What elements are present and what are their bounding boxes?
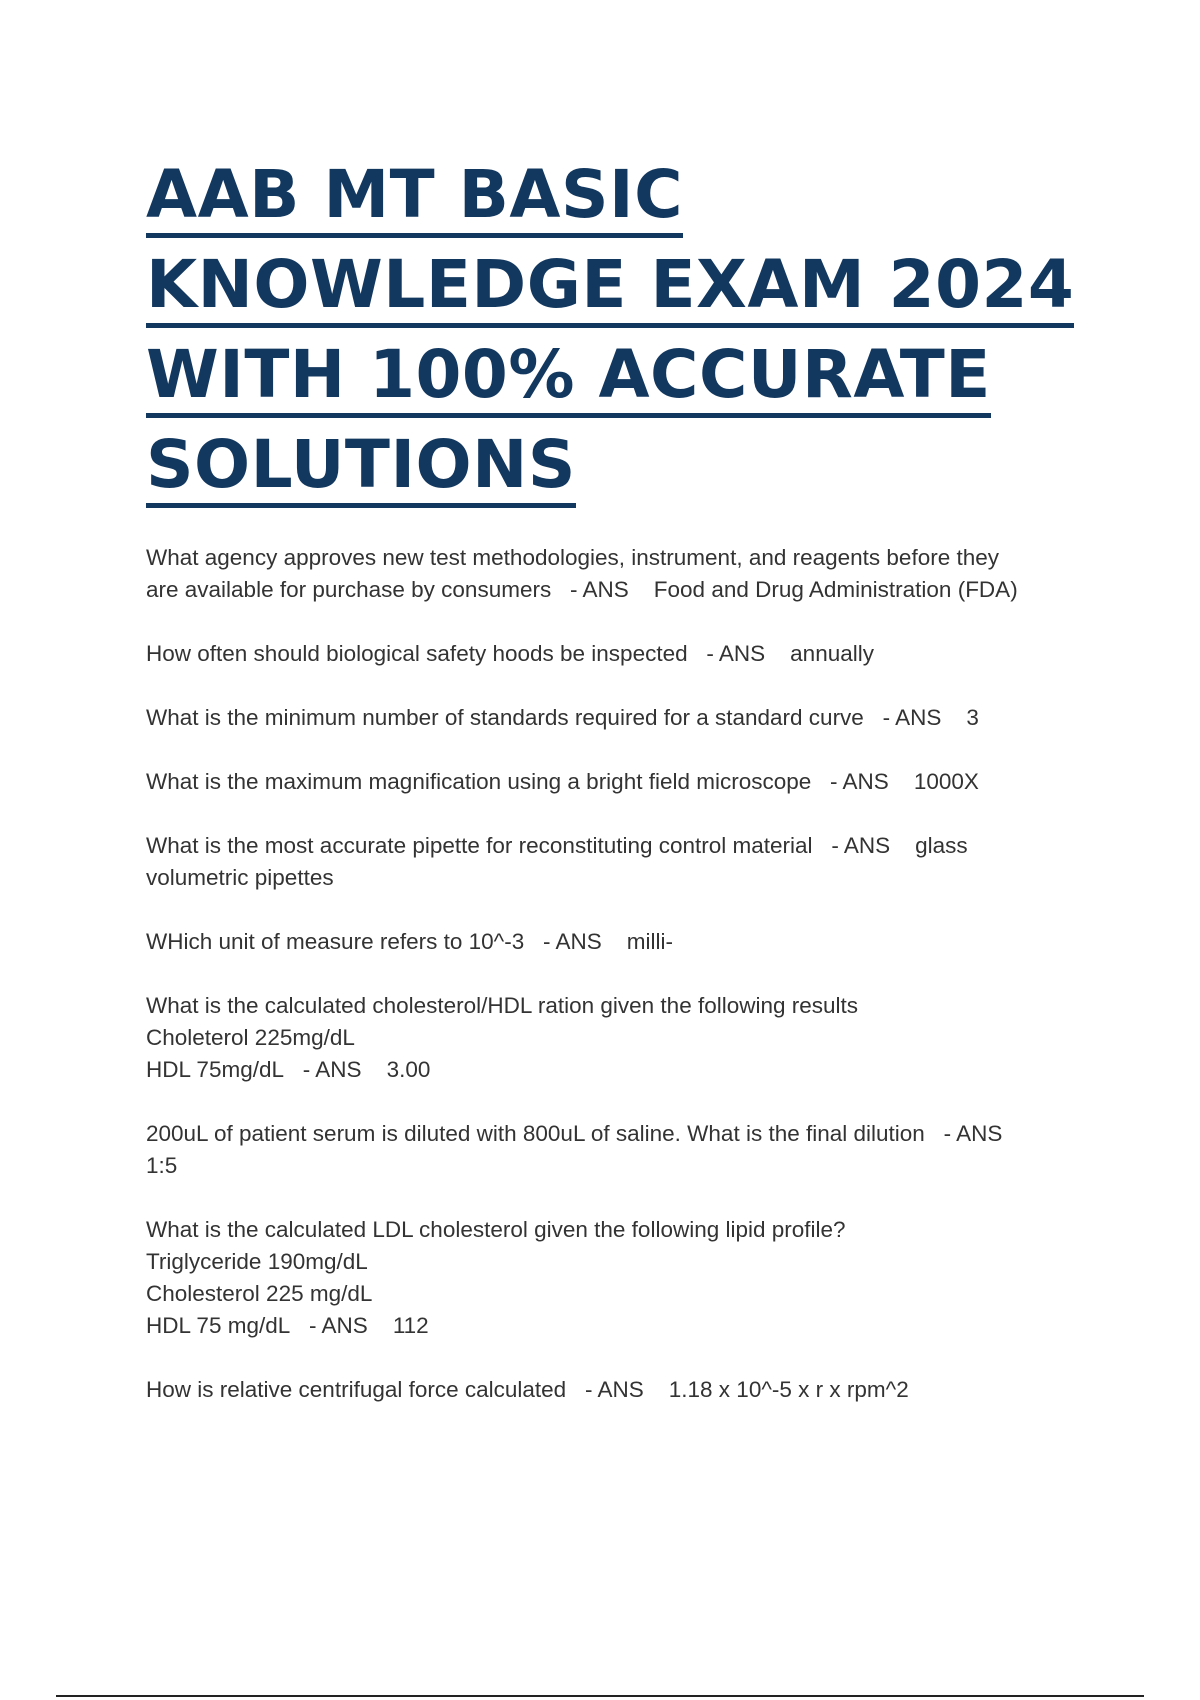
answer-marker: - ANS	[831, 833, 891, 858]
qa-answer: glass volumetric pipettes	[146, 833, 968, 890]
qa-item	[146, 1214, 1096, 1342]
qa-question: WHich unit of measure refers to 10^-3	[146, 929, 525, 954]
title-line: SOLUTIONS	[146, 420, 1146, 510]
footer-divider	[56, 1695, 1144, 1697]
qa-item	[146, 926, 1096, 958]
qa-item	[146, 1118, 1096, 1182]
qa-question: What is the minimum number of standards required for a standard curve	[146, 705, 864, 730]
qa-question: What is the most accurate pipette for reconstituting control material	[146, 833, 813, 858]
answer-marker: - ANS	[943, 1121, 1003, 1146]
qa-question: What is the maximum magnification using a bright field microscope	[146, 769, 812, 794]
qa-answer: 112	[392, 1313, 429, 1338]
qa-item	[146, 990, 1096, 1086]
answer-marker: - ANS	[569, 577, 629, 602]
qa-answer: Food and Drug Administration (FDA)	[653, 577, 1018, 602]
qa-answer: 3.00	[386, 1057, 431, 1082]
qa-question: 200uL of patient serum is diluted with 800uL of saline. What is the final dilution	[146, 1121, 925, 1146]
qa-item	[146, 702, 1096, 734]
qa-question: What is the calculated cholesterol/HDL ration given the following results Choleterol 225mg/dL HDL 75mg/dL	[146, 993, 859, 1082]
title-line: WITH 100% ACCURATE	[146, 330, 1146, 420]
qa-answer: 3	[966, 705, 979, 730]
qa-list	[146, 542, 1096, 1438]
qa-item	[146, 830, 1096, 894]
qa-item	[146, 1374, 1096, 1406]
answer-marker: - ANS	[302, 1057, 362, 1082]
qa-question: What is the calculated LDL cholesterol given the following lipid profile? Triglyceride 190mg/dL Cholesterol 225 mg/dL HDL 75 mg/dL	[146, 1217, 846, 1338]
answer-marker: - ANS	[830, 769, 889, 794]
qa-answer: annually	[790, 641, 874, 666]
qa-item	[146, 638, 1096, 670]
qa-answer: 1:5	[146, 1153, 178, 1178]
title-line: AAB MT BASIC	[146, 150, 1146, 240]
qa-item	[146, 542, 1096, 606]
qa-question: What agency approves new test methodologies, instrument, and reagents before they are available for purchase by consumers	[146, 545, 1000, 602]
qa-item	[146, 766, 1096, 798]
qa-question: How is relative centrifugal force calculated	[146, 1377, 567, 1402]
answer-marker: - ANS	[542, 929, 602, 954]
answer-marker: - ANS	[706, 641, 766, 666]
qa-answer: milli-	[626, 929, 674, 954]
title-line: KNOWLEDGE EXAM 2024	[146, 240, 1146, 330]
answer-marker: - ANS	[584, 1377, 644, 1402]
answer-marker: - ANS	[882, 705, 942, 730]
qa-question: How often should biological safety hoods be inspected	[146, 641, 688, 666]
qa-answer: 1000X	[913, 769, 979, 794]
document-title	[146, 150, 1146, 510]
qa-answer: 1.18 x 10^-5 x r x rpm^2	[668, 1377, 909, 1402]
answer-marker: - ANS	[309, 1313, 368, 1338]
